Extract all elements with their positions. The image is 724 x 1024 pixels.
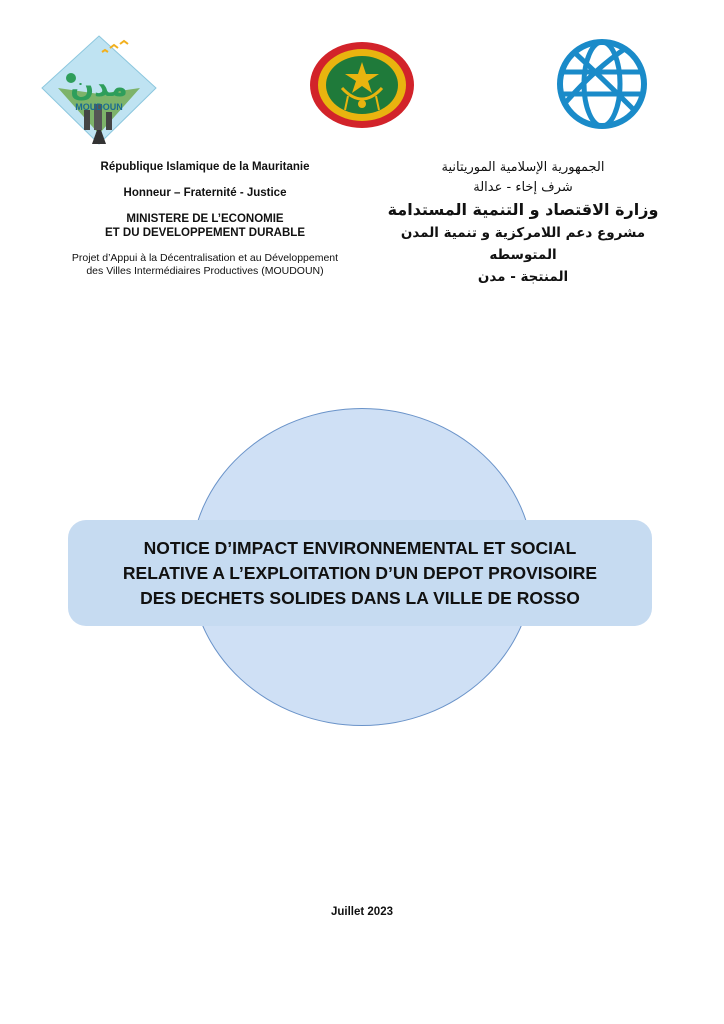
ministry-fr-line2: ET DU DEVELOPPEMENT DURABLE <box>105 227 305 239</box>
ministry-fr-line1: MINISTERE DE L’ECONOMIE <box>126 213 284 225</box>
moudoun-logo <box>40 34 158 146</box>
document-date: Juillet 2023 <box>330 906 393 918</box>
title-banner <box>68 520 652 626</box>
project-ar-line1: مشروع دعم اللامركزية و تنمية المدن المتوسطه <box>400 225 646 263</box>
header-fr <box>40 160 370 278</box>
republic-ar: الجمهورية الإسلامية الموريتانية <box>441 160 605 175</box>
project-fr-line1: Projet d’Appui à la Décentralisation et au Développement <box>71 252 339 264</box>
republic-fr: République Islamique de la Mauritanie <box>100 161 310 173</box>
document-title <box>90 536 630 611</box>
project-ar-line2: المنتجة - مدن <box>477 269 569 285</box>
world-bank-globe-icon <box>556 38 648 130</box>
title-line-1: NOTICE D’IMPACT ENVIRONNEMENTAL ET SOCIAL <box>143 537 577 558</box>
ministry-ar: وزارة الاقتصاد و التنمية المستدامة <box>387 200 659 219</box>
moudoun-caption: MOUDOUN <box>75 102 123 112</box>
header-ar <box>378 158 668 288</box>
title-line-2: RELATIVE A L’EXPLOITATION D’UN DEPOT PROVISOIRE <box>122 562 598 583</box>
national-seal-icon <box>308 40 416 130</box>
motto-fr: Honneur – Fraternité - Justice <box>123 187 287 199</box>
project-fr-line2: des Villes Intermédiaires Productives (MOUDOUN) <box>86 265 324 277</box>
motto-ar: شرف إخاء - عدالة <box>473 180 573 195</box>
title-line-3: DES DECHETS SOLIDES DANS LA VILLE DE ROSSO <box>140 587 580 608</box>
moudoun-arabic-text: مدن <box>70 70 128 103</box>
